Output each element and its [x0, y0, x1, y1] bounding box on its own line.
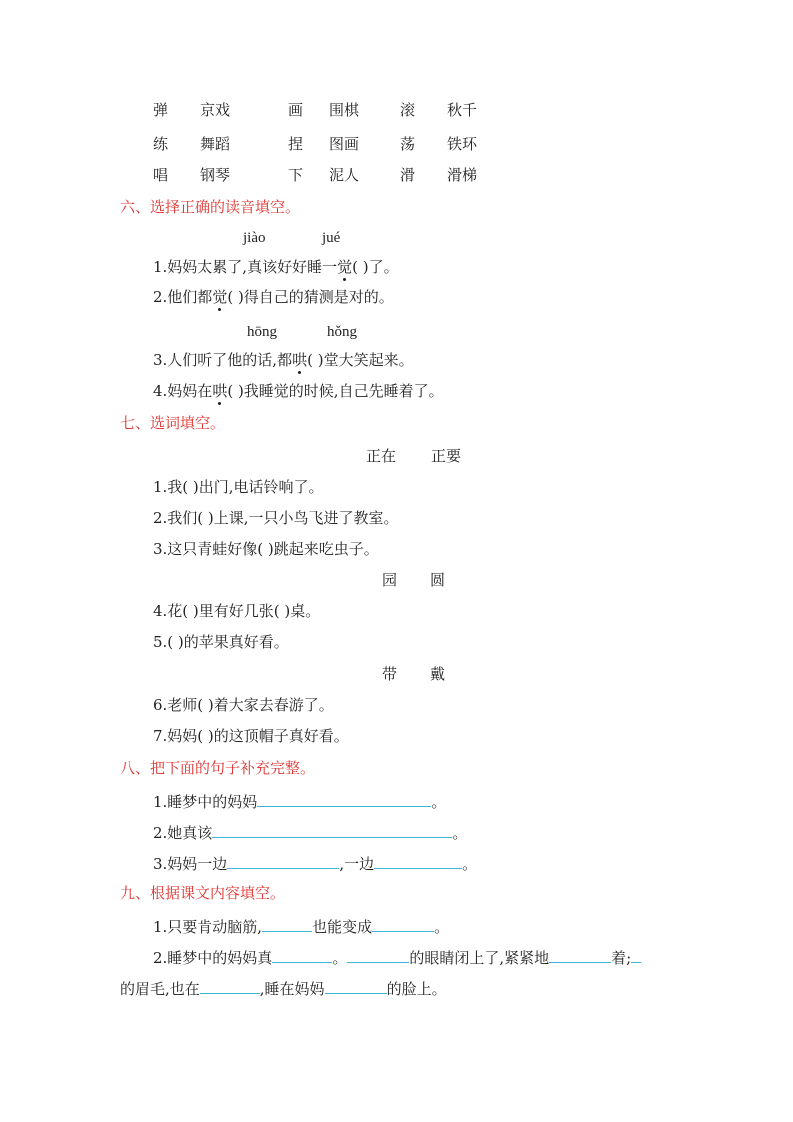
- word-option: 圆: [430, 571, 446, 589]
- answer-blank[interactable]: [347, 946, 409, 963]
- question-6-1: 1.妈妈太累了,真该好好睡一觉( )了。: [153, 258, 399, 276]
- question-6-2: 2.他们都觉( )得自己的猜测是对的。: [153, 288, 394, 306]
- answer-blank[interactable]: [272, 946, 332, 963]
- match-word: 弹: [153, 101, 169, 119]
- match-word: 捏: [288, 135, 304, 153]
- answer-blank[interactable]: [631, 946, 641, 963]
- word-option: 正在: [366, 447, 397, 465]
- match-word: 画: [288, 101, 304, 119]
- question-8-2: 2.她真该 。: [153, 821, 467, 843]
- question-7-1: 1.我( )出门,电话铃响了。: [153, 478, 324, 496]
- answer-blank[interactable]: [549, 946, 611, 963]
- match-word: 铁环: [447, 135, 478, 153]
- word-option: 园: [382, 571, 398, 589]
- match-word: 滑: [400, 166, 416, 184]
- question-9-2-line-2: 的眉毛,也在 ,睡在妈妈 的脸上。: [120, 977, 447, 999]
- match-word: 秋千: [447, 101, 478, 119]
- answer-blank[interactable]: [257, 790, 431, 807]
- word-option: 正要: [431, 447, 462, 465]
- answer-blank[interactable]: [212, 821, 452, 838]
- question-8-1: 1.睡梦中的妈妈 。: [153, 790, 446, 812]
- question-6-4: 4.妈妈在哄( )我睡觉的时候,自己先睡着了。: [153, 382, 444, 400]
- question-7-5: 5.( )的苹果真好看。: [153, 633, 289, 651]
- dotted-char: 哄: [292, 351, 308, 369]
- answer-blank[interactable]: [262, 915, 312, 932]
- question-6-3: 3.人们听了他的话,都哄( )堂大笑起来。: [153, 351, 414, 369]
- section-7-heading: 七、选词填空。: [120, 414, 226, 432]
- question-7-4: 4.花( )里有好几张( )桌。: [153, 602, 321, 620]
- question-7-2: 2.我们( )上课,一只小鸟飞进了教室。: [153, 509, 399, 527]
- answer-blank[interactable]: [372, 915, 434, 932]
- pinyin-option: hǒng: [327, 324, 357, 340]
- pinyin-option: jiào: [243, 230, 266, 246]
- match-word: 围棋: [329, 101, 360, 119]
- question-9-2-line-1: 2.睡梦中的妈妈真 。 的眼睛闭上了,紧紧地 着;: [153, 946, 641, 968]
- answer-blank[interactable]: [227, 852, 339, 869]
- question-7-3: 3.这只青蛙好像( )跳起来吃虫子。: [153, 540, 379, 558]
- pinyin-option: hōng: [247, 324, 277, 340]
- section-9-heading: 九、根据课文内容填空。: [120, 884, 286, 902]
- match-word: 图画: [329, 135, 360, 153]
- match-word: 唱: [153, 166, 169, 184]
- answer-blank[interactable]: [374, 852, 462, 869]
- section-8-heading: 八、把下面的句子补充完整。: [120, 759, 316, 777]
- match-word: 练: [153, 135, 169, 153]
- match-word: 舞蹈: [200, 135, 231, 153]
- word-option: 戴: [430, 665, 446, 683]
- match-word: 滑梯: [447, 166, 478, 184]
- word-option: 带: [382, 665, 398, 683]
- answer-blank[interactable]: [200, 977, 260, 994]
- dotted-char: 觉: [212, 288, 228, 306]
- match-word: 京戏: [200, 101, 231, 119]
- question-8-3: 3.妈妈一边 ,一边 。: [153, 852, 477, 874]
- question-7-7: 7.妈妈( )的这顶帽子真好看。: [153, 727, 349, 745]
- dotted-char: 哄: [212, 382, 228, 400]
- match-word: 泥人: [329, 166, 360, 184]
- match-word: 钢琴: [200, 166, 231, 184]
- dotted-char: 觉: [337, 258, 353, 276]
- match-word: 滚: [400, 101, 416, 119]
- section-6-heading: 六、选择正确的读音填空。: [120, 198, 301, 216]
- answer-blank[interactable]: [325, 977, 387, 994]
- pinyin-option: jué: [322, 230, 341, 246]
- question-9-1: 1.只要肯动脑筋, 也能变成 。: [153, 915, 449, 937]
- match-word: 荡: [400, 135, 416, 153]
- question-7-6: 6.老师( )着大家去春游了。: [153, 696, 334, 714]
- match-word: 下: [288, 166, 304, 184]
